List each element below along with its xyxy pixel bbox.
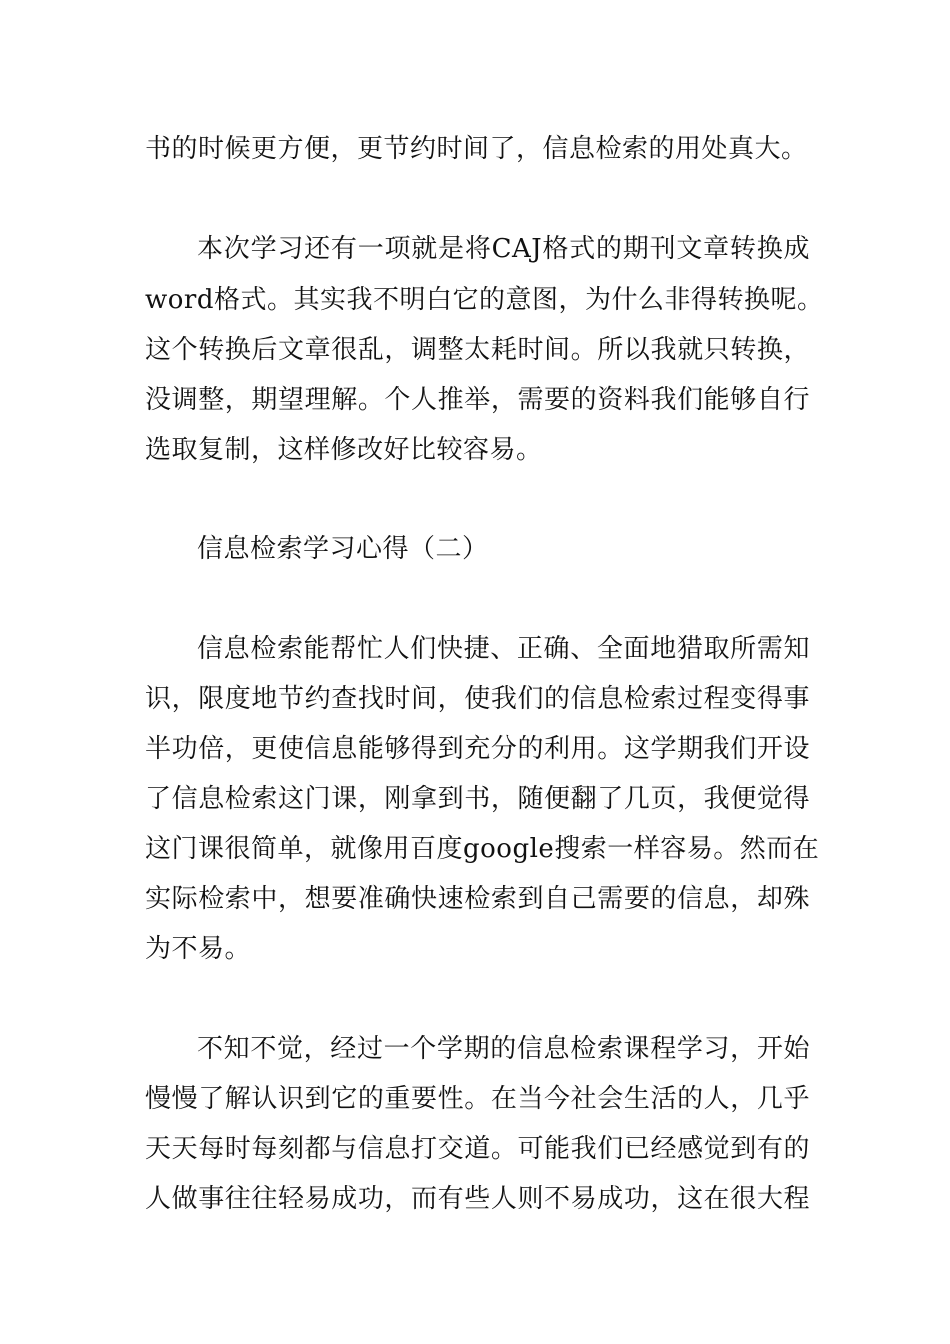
paragraph-line: 书的时候更方便，更节约时间了，信息检索的用处真大。: [145, 134, 808, 164]
paragraph-line: 本次学习还有一项就是将CAJ格式的期刊文章转换成: [197, 234, 810, 264]
paragraph-line: 信息检索能帮忙人们快捷、正确、全面地猎取所需知: [197, 634, 810, 664]
paragraph-line: 慢慢了解认识到它的重要性。在当今社会生活的人，几乎: [145, 1084, 810, 1114]
paragraph-line: 实际检索中，想要准确快速检索到自己需要的信息，却殊: [145, 884, 810, 914]
paragraph-line: 没调整，期望理解。个人推举，需要的资料我们能够自行: [145, 385, 810, 415]
paragraph-line: 这个转换后文章很乱，调整太耗时间。所以我就只转换，: [145, 335, 810, 365]
paragraph-line: 识，限度地节约查找时间，使我们的信息检索过程变得事: [145, 684, 810, 714]
paragraph-line: 天天每时每刻都与信息打交道。可能我们已经感觉到有的: [145, 1134, 810, 1164]
paragraph-line: word格式。其实我不明白它的意图，为什么非得转换呢。: [145, 285, 824, 315]
paragraph-line: 不知不觉，经过一个学期的信息检索课程学习，开始: [197, 1034, 810, 1064]
paragraph-line: 了信息检索这门课，刚拿到书，随便翻了几页，我便觉得: [145, 784, 810, 814]
paragraph-line: 半功倍，更使信息能够得到充分的利用。这学期我们开设: [145, 734, 810, 764]
paragraph-line: 人做事往往轻易成功，而有些人则不易成功，这在很大程: [145, 1184, 810, 1214]
paragraph-line: 选取复制，这样修改好比较容易。: [145, 435, 543, 465]
paragraph-line: 为不易。: [145, 934, 252, 964]
paragraph-line: 这门课很简单，就像用百度google搜索一样容易。然而在: [145, 834, 820, 864]
section-heading: 信息检索学习心得（二）: [197, 534, 489, 564]
